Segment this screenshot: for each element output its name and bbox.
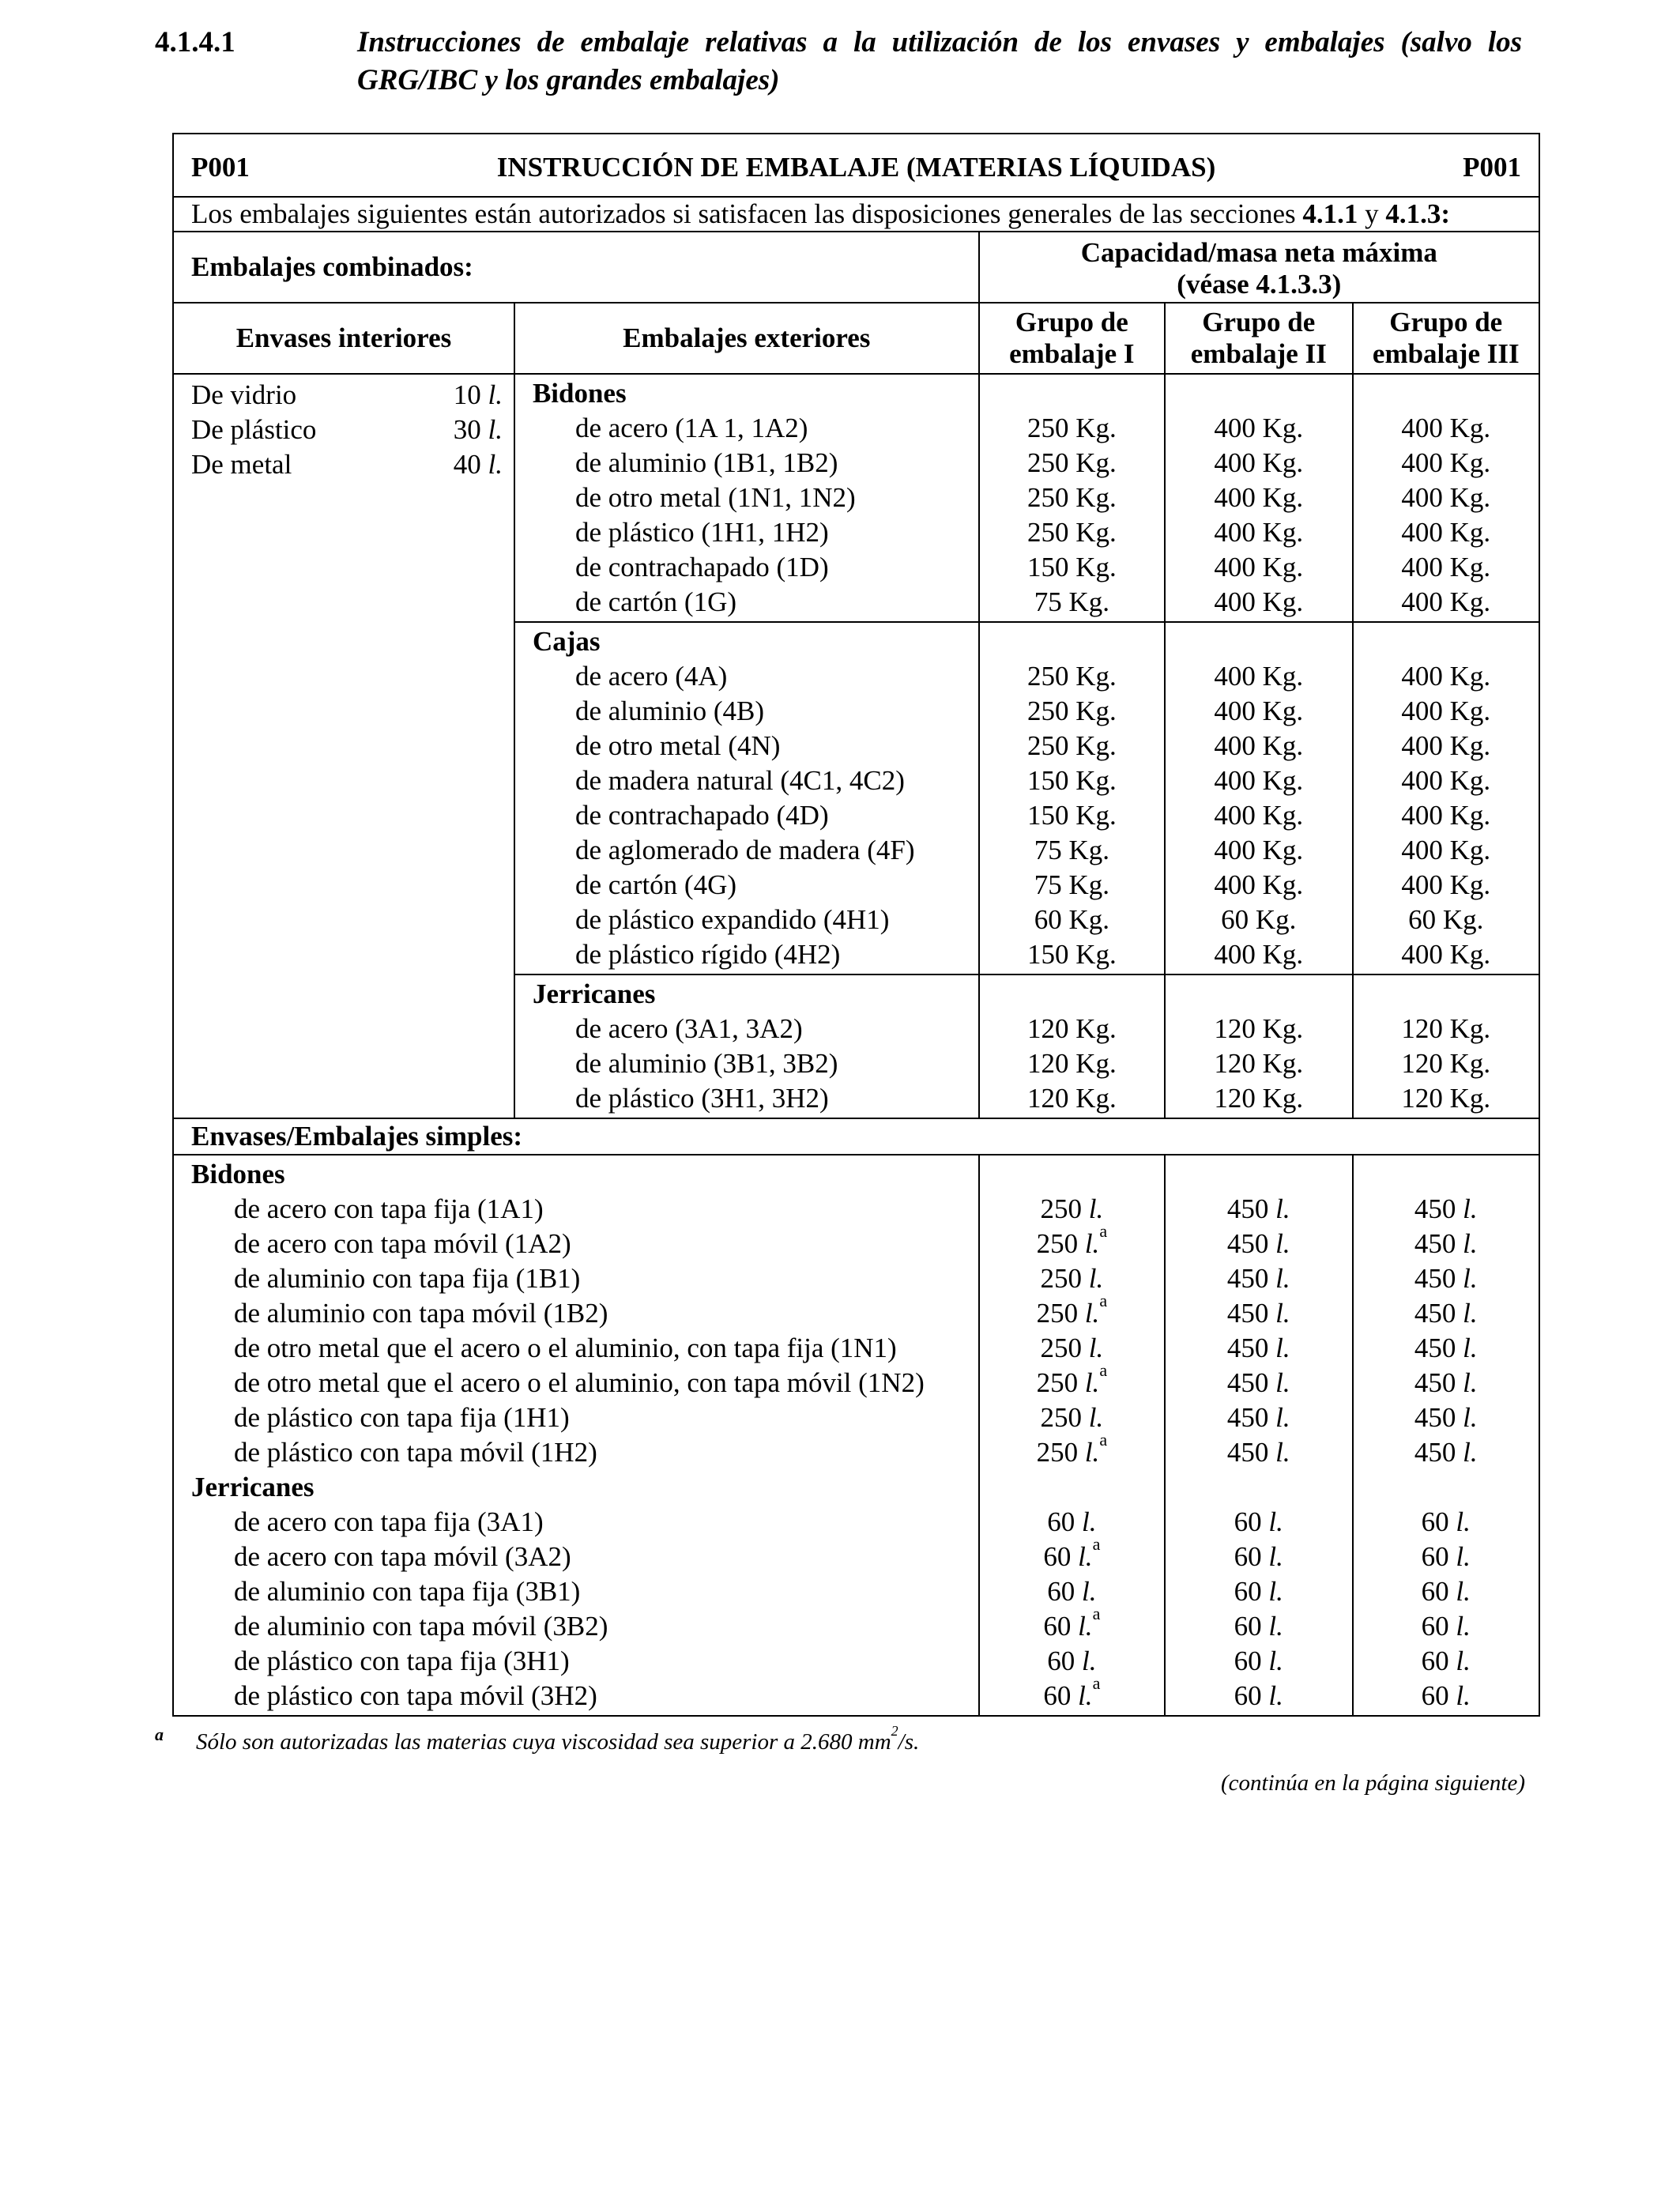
outer-packaging-item: de aglomerado de madera (4F) [574,835,915,865]
outer-packaging-item: de contrachapado (4D) [574,800,829,831]
section-title: Instrucciones de embalaje relativas a la utilización de los envases y embalajes (salvo los GRG/IBC y los grandes embalajes) [357,26,1522,96]
packing-group-2-value: 400 Kg. [1214,730,1304,761]
packing-group-2-value: 400 Kg. [1214,552,1304,582]
packing-group-2-value: 60 l. [1234,1611,1283,1642]
inner-packagings-header: Envases interiores [173,303,514,374]
packing-group-2-value: 450 l. [1226,1437,1290,1468]
inner-packaging-volume: 10 l. [453,379,503,410]
single-packagings-label: Envases/Embalajes simples: [173,1118,1539,1155]
packing-group-3-value: 450 l. [1414,1193,1478,1224]
packing-group-2-value: 450 l. [1226,1298,1290,1329]
packing-group-3-value: 400 Kg. [1401,482,1491,513]
outer-packaging-item: de aluminio (4B) [574,696,765,726]
packing-group-3-header: Grupo de embalaje III [1353,303,1540,374]
packing-group-2-value: 60 Kg. [1221,904,1297,935]
unit: l. [1268,1541,1283,1572]
single-packaging-item: de aluminio con tapa fija (3B1) [234,1576,581,1607]
outer-packagings-cell [514,622,979,974]
unit: l. [1084,1228,1100,1259]
packing-group-1-header: Grupo de embalaje I [979,303,1165,374]
footnote-text: Sólo son autorizadas las materias cuya viscosidad sea superior a 2.680 $mm^2/s$. [196,1723,920,1755]
outer-packaging-item: de plástico (1H1, 1H2) [574,517,829,548]
unit: l. [1081,1646,1097,1676]
packing-group-2-value: 400 Kg. [1214,835,1304,865]
single-packaging-item: de aluminio con tapa móvil (1B2) [234,1298,608,1329]
outer-packaging-item: de contrachapado (1D) [574,552,829,582]
max-capacity-header: Capacidad/masa neta máxima (véase 4.1.3.3) [979,232,1539,303]
outer-packaging-item: de otro metal (4N) [574,730,781,761]
unit: l. [1081,1506,1097,1537]
single-packaging-item: de plástico con tapa móvil (3H2) [234,1680,597,1711]
single-group-label: Jerricanes [191,1472,315,1502]
packing-group-2-value: 400 Kg. [1214,517,1304,548]
unit: l. [1268,1611,1283,1642]
packing-group-1-value: 250 Kg. [1026,517,1117,548]
packing-group-3-value: 120 Kg. [1401,1013,1491,1044]
packing-group-1-value: 150 Kg. [1026,939,1117,970]
instruction-code-right: P001 [1463,152,1521,183]
outer-packaging-item: de plástico (3H1, 3H2) [574,1083,829,1114]
packing-group-3-cell [1353,622,1540,974]
combined-group-row [173,974,1539,1118]
packing-group-2-header: Grupo de embalaje II [1165,303,1352,374]
unit: l. [1463,1228,1478,1259]
packing-group-2-value: 450 l. [1226,1228,1290,1259]
outer-packaging-item: de acero (3A1, 3A2) [574,1013,803,1044]
packing-group-3-value: 450 l. [1414,1333,1478,1363]
single-packaging-item: de acero con tapa fija (1A1) [234,1193,544,1224]
unit: l. [1268,1506,1283,1537]
packing-group-3-value: 60 Kg. [1408,904,1484,935]
packing-group-1-cell [979,974,1165,1118]
inner-packaging-item [191,378,503,413]
unit: l. [1078,1680,1093,1711]
instruction-title: INSTRUCCIÓN DE EMBALAJE (MATERIAS LÍQUIDAS) [496,152,1216,183]
outer-packagings-cell [514,974,979,1118]
packing-group-1-value: 60 l.$^a$ [1043,1604,1101,1642]
inner-packaging-name: De metal [191,449,292,480]
intro-ref-1: 4.1.1 [1302,198,1358,229]
packing-group-2-value: 450 l. [1226,1367,1290,1398]
packing-group-3-value: 400 Kg. [1401,869,1491,900]
packing-group-1-value: 120 Kg. [1026,1083,1117,1114]
single-packaging-item: de acero con tapa móvil (3A2) [234,1541,571,1572]
packing-group-1-value: 150 Kg. [1026,765,1117,796]
unit: l. [1088,1193,1104,1224]
packing-group-2-value: 450 l. [1226,1333,1290,1363]
single-group-label: Bidones [191,1159,285,1189]
packing-group-3-value: 400 Kg. [1401,835,1491,865]
packing-group-3-value: 400 Kg. [1401,730,1491,761]
unit: l. [1463,1367,1478,1398]
packing-group-1-value: 150 Kg. [1026,800,1117,831]
packing-instruction-table [172,133,1540,1717]
unit: l. [1275,1437,1290,1468]
outer-packagings-cell [514,374,979,622]
packing-group-1-value: 60 l.$^a$ [1043,1673,1101,1711]
continued-note: (continúa en la página siguiente) [1221,1770,1525,1796]
packing-group-1-cell [979,374,1165,622]
combined-packagings-label: Embalajes combinados: [173,232,979,303]
inner-packagings-cell [173,622,514,974]
unit: l. [1088,1333,1104,1363]
packing-group-2-cell [1165,374,1352,622]
outer-packaging-item: de acero (1A 1, 1A2) [574,413,808,443]
unit: l. [1463,1437,1478,1468]
outer-group-label: Bidones [532,378,627,409]
section-number: 4.1.4.1 [155,26,235,58]
unit: l. [1463,1298,1478,1329]
packing-group-2-value: 400 Kg. [1214,413,1304,443]
footnote-ref: a [1092,1534,1101,1554]
packing-group-1-value: 150 Kg. [1026,552,1117,582]
single-packaging-item: de plástico con tapa fija (3H1) [234,1646,570,1676]
packing-group-2-value: 120 Kg. [1214,1048,1304,1079]
unit: l. [1275,1193,1290,1224]
instruction-code-left: P001 [191,152,250,183]
unit: l. [1084,1298,1100,1329]
unit: l. [1275,1367,1290,1398]
packing-group-2-value: 400 Kg. [1214,482,1304,513]
unit: l. [1456,1576,1471,1607]
packing-group-1-value: 75 Kg. [1034,835,1109,865]
single-group-2-cell [1165,1155,1352,1716]
unit: l. [1078,1541,1093,1572]
packing-group-3-value: 120 Kg. [1401,1048,1491,1079]
inner-packagings-cell [173,974,514,1118]
single-packaging-item: de otro metal que el acero o el aluminio, con tapa fija (1N1) [234,1333,897,1363]
outer-packaging-item: de plástico rígido (4H2) [574,939,841,970]
packing-group-3-cell [1353,374,1540,622]
packing-group-1-cell [979,622,1165,974]
packing-group-2-value: 400 Kg. [1214,869,1304,900]
footnote-ref: a [1099,1360,1108,1380]
unit: l. [1463,1402,1478,1433]
packing-group-3-value: 400 Kg. [1401,696,1491,726]
outer-group-label: Jerricanes [532,978,656,1009]
single-group-1-cell [979,1155,1165,1716]
single-packaging-item: de plástico con tapa móvil (1H2) [234,1437,597,1468]
packing-group-3-value: 450 l. [1414,1298,1478,1329]
unit: l. [1456,1680,1471,1711]
outer-packaging-item: de cartón (4G) [574,869,737,900]
packing-group-2-value: 400 Kg. [1214,586,1304,617]
packing-group-1-value: 250 Kg. [1026,730,1117,761]
packing-group-1-value: 60 l. [1047,1646,1097,1676]
packing-group-2-value: 400 Kg. [1214,765,1304,796]
outer-packaging-item: de plástico expandido (4H1) [574,904,890,935]
packing-group-1-value: 60 l. [1047,1576,1097,1607]
packing-group-1-value: 75 Kg. [1034,869,1109,900]
packing-group-2-value: 400 Kg. [1214,800,1304,831]
unit: l. [1463,1263,1478,1294]
packing-group-3-value: 60 l. [1421,1611,1471,1642]
single-packaging-item: de acero con tapa móvil (1A2) [234,1228,571,1259]
outer-packaging-item: de aluminio (3B1, 3B2) [574,1048,838,1079]
packing-group-3-value: 400 Kg. [1401,517,1491,548]
packing-group-3-value: 400 Kg. [1401,447,1491,478]
packing-group-1-value: 250 Kg. [1026,482,1117,513]
combined-group-row [173,374,1539,622]
packing-group-1-value: 250 l. [1040,1263,1104,1294]
packing-group-3-value: 60 l. [1421,1576,1471,1607]
unit: l. [1456,1646,1471,1676]
unit: l. [1268,1646,1283,1676]
packing-group-1-value: 250 l.$^a$ [1036,1291,1108,1329]
packing-group-3-value: 400 Kg. [1401,413,1491,443]
unit: l. [1456,1541,1471,1572]
packing-group-2-value: 60 l. [1234,1576,1283,1607]
unit: l. [1268,1576,1283,1607]
outer-packaging-item: de aluminio (1B1, 1B2) [574,447,838,478]
packing-group-2-cell [1165,974,1352,1118]
packing-group-3-value: 400 Kg. [1401,765,1491,796]
packing-group-1-value: 60 Kg. [1034,904,1109,935]
packing-group-3-value: 60 l. [1421,1646,1471,1676]
packing-group-3-value: 450 l. [1414,1228,1478,1259]
packing-group-2-cell [1165,622,1352,974]
packing-group-1-value: 250 l.$^a$ [1036,1430,1108,1468]
packing-group-2-value: 400 Kg. [1214,661,1304,692]
footnote-ref: a [1092,1673,1101,1693]
packing-group-2-value: 400 Kg. [1214,447,1304,478]
packing-group-1-value: 250 l. [1040,1402,1104,1433]
unit: l. [1088,1402,1104,1433]
packing-group-1-value: 250 l. [1040,1333,1104,1363]
packing-group-3-value: 60 l. [1421,1506,1471,1537]
footnote-mark: a [155,1725,164,1744]
packing-group-1-value: 75 Kg. [1034,586,1109,617]
inner-packaging-volume: 30 l. [453,414,503,445]
unit: l. [1084,1437,1100,1468]
unit: l. [1088,1263,1104,1294]
packing-group-2-value: 450 l. [1226,1402,1290,1433]
unit: l. [1275,1263,1290,1294]
packing-group-1-value: 120 Kg. [1026,1013,1117,1044]
outer-packaging-item: de acero (4A) [574,661,728,692]
footnote-ref: a [1092,1604,1101,1623]
packing-group-2-value: 60 l. [1234,1506,1283,1537]
packing-group-2-value: 450 l. [1226,1263,1290,1294]
inner-packaging-volume: 40 l. [453,449,503,480]
footnote-ref: a [1099,1430,1108,1449]
packing-group-1-value: 250 Kg. [1026,661,1117,692]
unit: l. [1078,1611,1093,1642]
packing-group-1-value: 250 l.$^a$ [1036,1360,1108,1398]
unit: l. [1275,1298,1290,1329]
unit: l. [1275,1333,1290,1363]
packing-group-2-value: 400 Kg. [1214,939,1304,970]
inner-packaging-item [191,447,503,482]
single-packaging-item: de plástico con tapa fija (1H1) [234,1402,570,1433]
single-group-3-cell [1353,1155,1540,1716]
packing-group-3-value: 400 Kg. [1401,800,1491,831]
packing-group-3-value: 60 l. [1421,1541,1471,1572]
packing-group-3-value: 120 Kg. [1401,1083,1491,1114]
packing-group-2-value: 60 l. [1234,1541,1283,1572]
inner-packagings-cell [173,374,514,622]
unit: l. [1084,1367,1100,1398]
packing-group-1-value: 60 l.$^a$ [1043,1534,1101,1572]
packing-group-2-value: 120 Kg. [1214,1083,1304,1114]
single-packaging-item: de otro metal que el acero o el aluminio, con tapa móvil (1N2) [234,1367,925,1398]
packing-group-1-value: 120 Kg. [1026,1048,1117,1079]
packing-group-1-value: 250 l. [1040,1193,1104,1224]
packing-group-2-value: 60 l. [1234,1646,1283,1676]
intro-text: Los embalajes siguientes están autorizados si satisfacen las disposiciones generales de las secciones 4.1.1 y 4.1.3: [173,197,1539,232]
unit: l. [1456,1506,1471,1537]
inner-packaging-name: De plástico [191,414,317,445]
packing-group-3-value: 400 Kg. [1401,939,1491,970]
packing-group-3-value: 400 Kg. [1401,661,1491,692]
packing-group-2-value: 450 l. [1226,1193,1290,1224]
packing-group-2-value: 120 Kg. [1214,1013,1304,1044]
inner-packaging-item [191,413,503,447]
packing-group-3-value: 450 l. [1414,1437,1478,1468]
instruction-title-bar [173,134,1539,197]
packing-group-1-value: 250 Kg. [1026,413,1117,443]
single-packagings-cell [173,1155,979,1716]
unit: l. [1081,1576,1097,1607]
outer-packaging-item: de otro metal (1N1, 1N2) [574,482,856,513]
packing-group-1-value: 250 l.$^a$ [1036,1221,1108,1259]
unit: l. [1275,1402,1290,1433]
outer-packaging-item: de cartón (1G) [574,586,737,617]
packing-group-2-value: 400 Kg. [1214,696,1304,726]
packing-group-3-value: 60 l. [1421,1680,1471,1711]
unit: l. [488,449,503,480]
intro-ref-2: 4.1.3 [1385,198,1441,229]
unit: l. [1268,1680,1283,1711]
packing-group-3-value: 400 Kg. [1401,586,1491,617]
combined-group-row [173,622,1539,974]
unit: l. [488,379,503,410]
section-heading [155,24,1522,100]
outer-packagings-header: Embalajes exteriores [514,303,979,374]
unit: l. [1456,1611,1471,1642]
outer-group-label: Cajas [532,626,601,657]
packing-group-3-value: 450 l. [1414,1367,1478,1398]
unit: l. [1463,1333,1478,1363]
unit: l. [488,414,503,445]
packing-group-3-value: 450 l. [1414,1402,1478,1433]
packing-group-1-value: 250 Kg. [1026,447,1117,478]
packing-group-1-value: 60 l. [1047,1506,1097,1537]
packing-group-3-cell [1353,974,1540,1118]
packing-group-2-value: 60 l. [1234,1680,1283,1711]
packing-group-3-value: 450 l. [1414,1263,1478,1294]
packing-group-1-value: 250 Kg. [1026,696,1117,726]
unit: l. [1275,1228,1290,1259]
single-packaging-item: de acero con tapa fija (3A1) [234,1506,544,1537]
inner-packaging-name: De vidrio [191,379,297,410]
single-packaging-item: de aluminio con tapa fija (1B1) [234,1263,581,1294]
outer-packaging-item: de madera natural (4C1, 4C2) [574,765,905,796]
footnote-ref: a [1099,1221,1108,1241]
packing-group-3-value: 400 Kg. [1401,552,1491,582]
unit: l. [1463,1193,1478,1224]
footnote-ref: a [1099,1291,1108,1310]
single-packaging-item: de aluminio con tapa móvil (3B2) [234,1611,608,1642]
